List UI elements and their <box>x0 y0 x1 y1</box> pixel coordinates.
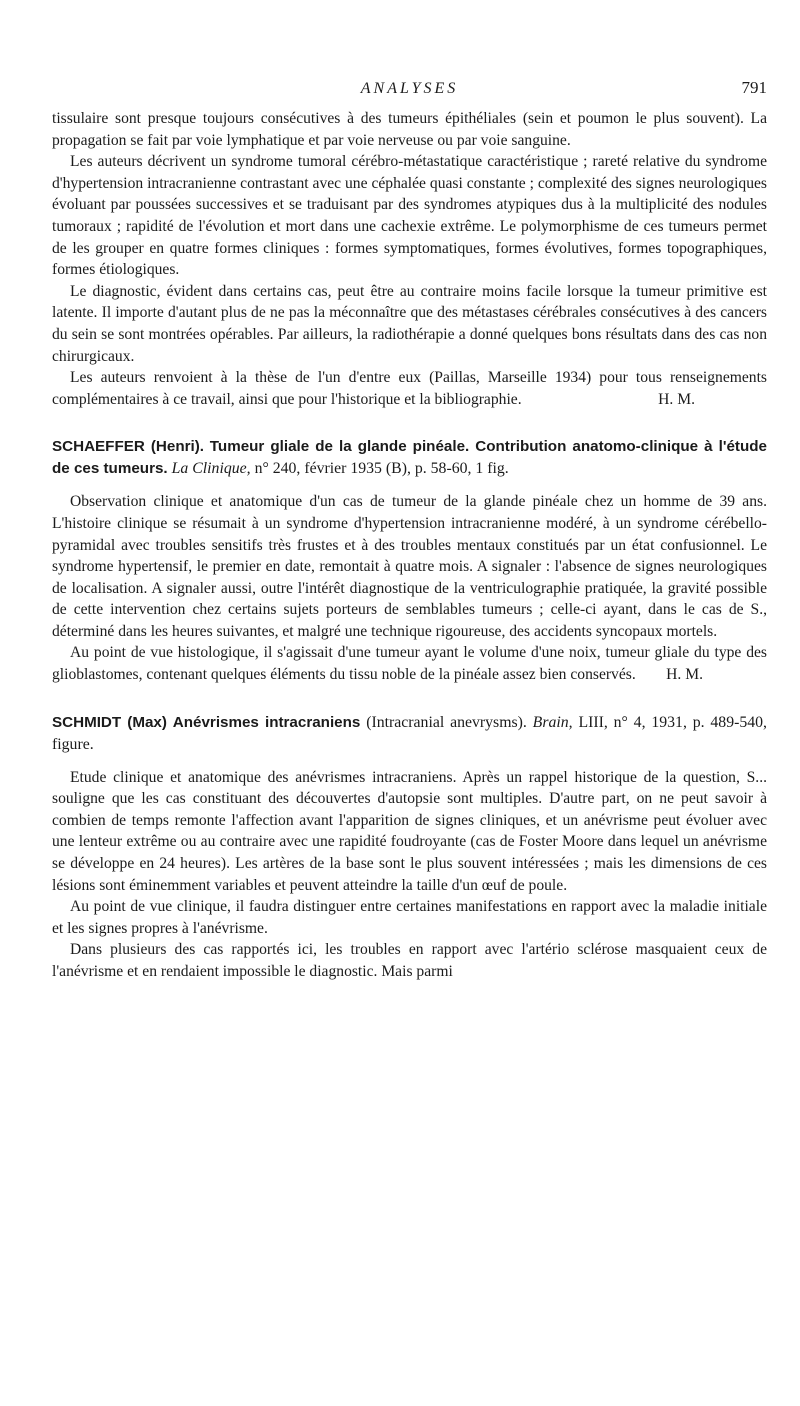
entry-journal: Brain, <box>532 713 573 731</box>
entry-translation: (Intracranial anevrysms). <box>366 713 527 731</box>
entry-heading <box>52 712 767 756</box>
paragraph: Au point de vue histologique, il s'agissait d'une tumeur ayant le volume d'une noix, tumeur gliale du type des glioblastomes, contenant quelques éléments du tissu noble de la pinéale assez bien conservés. <box>52 644 767 684</box>
running-title: ANALYSES <box>360 80 459 97</box>
entry-author: SCHAEFFER (Henri). <box>52 438 205 456</box>
paragraph: tissulaire sont presque toujours consécutives à des tumeurs épithéliales (sein et poumon le plus souvent). La propagation se fait par voie lymphatique et par voie nerveuse ou par voie sanguine. <box>52 110 767 149</box>
review-entry-schmidt <box>52 712 767 983</box>
paragraph: Au point de vue clinique, il faudra distinguer entre certaines manifestations en rapport avec la maladie initiale et les signes propres à l'anévrisme. <box>52 898 767 937</box>
entry-journal: La Clinique, <box>171 460 251 478</box>
running-header <box>52 76 767 100</box>
paragraph: Le diagnostic, évident dans certains cas, peut être au contraire moins facile lorsque la tumeur primitive est latente. Il importe d'autant plus de ne pas la méconnaître que des métastases cérébrales consécutives à des cancers du sein se sont montrées opérables. Par ailleurs, la radiothérapie a donné quelques bons résultats dans des cas non chirurgicaux. <box>52 282 767 365</box>
paragraph: Les auteurs décrivent un syndrome tumoral cérébro-métastatique caractéristique ; rareté relative du syndrome d'hypertension intracranienne contrastant avec une céphalée quasi constante ; complexité des signes neurologiques évoluant par poussées successives et se traduisant par des syndromes atypiques dus à la multiplicité des nodules tumoraux ; rapidité de l'évolution et mort dans une cachexie extrême. Le polymorphisme de ces tumeurs permet de les grouper en quatre formes cliniques : formes symptomatiques, formes évolutives, formes topographiques, formes étiologiques. <box>52 153 767 279</box>
entry-title: Tumeur gliale de la glande pinéale. Contribution anatomo-clinique à l'étude de ces tumeurs. <box>52 438 767 478</box>
journal-page <box>52 76 767 983</box>
paragraph: Dans plusieurs des cas rapportés ici, les troubles en rapport avec l'artério sclérose masquaient ceux de l'anévrisme et en rendaient impossible le diagnostic. Mais parmi <box>52 941 767 980</box>
paragraph: Les auteurs renvoient à la thèse de l'un d'entre eux (Paillas, Marseille 1934) pour tous renseignements complémentaires à ce travail, ainsi que pour l'historique et la bibliographie. <box>52 369 767 408</box>
page-number: 791 <box>741 78 767 97</box>
continued-review <box>52 108 767 410</box>
review-entry-schaeffer <box>52 436 767 685</box>
entry-citation: LIII, n° 4, 1931, p. 489-540, figure. <box>52 713 767 753</box>
reviewer-signature: H. M. <box>658 390 695 408</box>
entry-title: Anévrismes intracraniens <box>172 713 361 731</box>
entry-heading <box>52 436 767 480</box>
entry-citation: n° 240, février 1935 (B), p. 58-60, 1 fig. <box>254 460 509 478</box>
reviewer-signature: H. M. <box>666 666 703 684</box>
paragraph: Etude clinique et anatomique des anévrismes intracraniens. Après un rappel historique de la question, S... souligne que les cas constituant des découvertes d'autopsie sont multiples. D'autre part, on ne peut savoir à combien de temps remonte l'affection avant l'apparition de signes cliniques, et un anévrisme peut évoluer avec une lenteur extrême ou au contraire avec une rapidité foudroyante (cas de Foster Moore dans lequel un anévrisme se développe en 24 heures). Les artères de la base sont le plus souvent intéressées ; mais les dimensions de ces lésions sont éminemment variables et peuvent atteindre la taille d'un œuf de poule. <box>52 768 767 894</box>
paragraph: Observation clinique et anatomique d'un cas de tumeur de la glande pinéale chez un homme de 39 ans. L'histoire clinique se résumait à un syndrome d'hypertension intracranienne modéré, à un syndrome cérébello-pyramidal avec troubles sensitifs très frustes et à des troubles mentaux constitués par un état confusionnel. Le syndrome hypertensif, le premier en date, remontait à quatre mois. A signaler : l'absence de signes neurologiques de localisation. A signaler aussi, outre l'intérêt diagnostique de la ventriculographie pratiquée, la gravité possible de cette intervention chez certains sujets porteurs de semblables tumeurs ; celle-ci ayant, dans le cas de S., déterminé dans les heures suivantes, et malgré une technique rigoureuse, des accidents syncopaux mortels. <box>52 493 767 640</box>
entry-author: SCHMIDT (Max) <box>52 713 167 731</box>
